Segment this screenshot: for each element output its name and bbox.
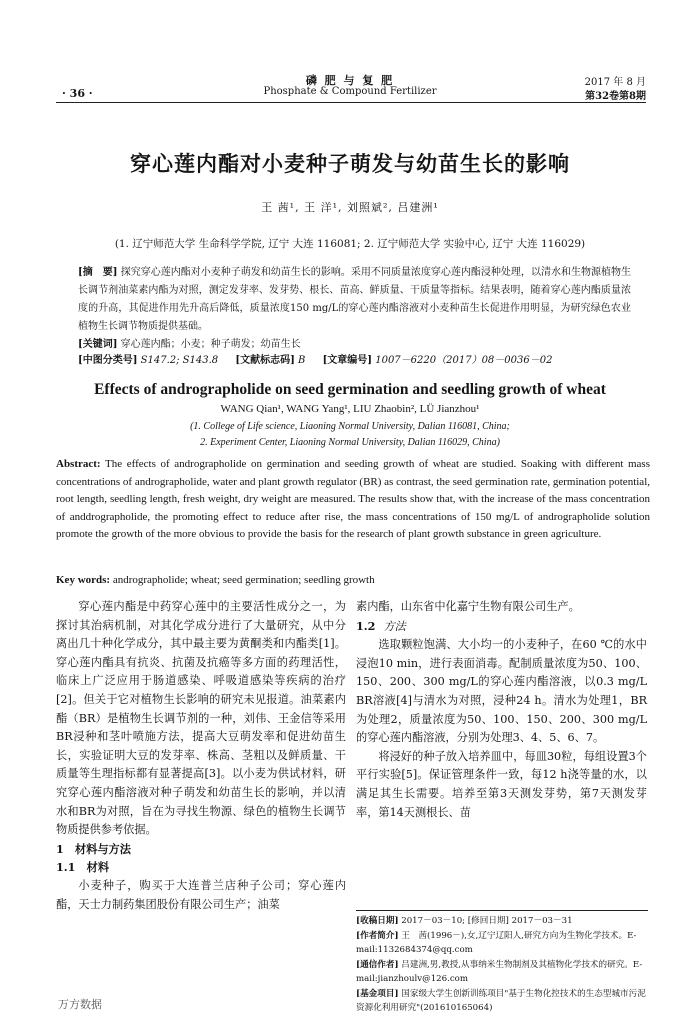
paper-title-en: Effects of andrographolide on seed germination and seedling growth of wheat bbox=[94, 381, 606, 398]
section-1-2-title: 方法 bbox=[383, 619, 406, 633]
article-id-label: [文章编号] bbox=[322, 355, 373, 366]
header-rule bbox=[56, 102, 646, 103]
abstract-en-label: Abstract: bbox=[56, 458, 101, 470]
footnotes bbox=[356, 914, 648, 1016]
footnote-label: [基金项目] bbox=[356, 988, 399, 999]
clc-value: S147.2; S143.8 bbox=[140, 355, 219, 366]
authors-en: WANG Qian¹, WANG Yang¹, LIU Zhaobin², LÜ Jianzhou¹ bbox=[220, 403, 480, 415]
section-1-heading: 1 材料与方法 bbox=[56, 841, 131, 856]
paper-title-zh: 穿心莲内酯对小麦种子萌发与幼苗生长的影响 bbox=[130, 151, 570, 176]
intro-paragraph: 穿心莲内酯是中药穿心莲中的主要活性成分之一，为探讨其治病机制，对其化学成分进行了大量研究，从中分离出几十种化学成分，其中最主要为黄酮类和内酯类[1]。穿心莲内酯具有抗炎、抗菌及抗癌等多方面的药理活性，临床上广泛应用于肠道感染、呼吸道感染等疾病的治疗[2]。但关于它对植物生长影响的研究未见报道。油菜素内酯（BR）是植物生长调节剂的一种，刘伟、王金信等采用BR浸种和茎叶喷施方法，提高大豆萌发率和促进幼苗生长，实验证明大豆的发芽率、株高、茎粗以及鲜质量、干质量等生理指标都有显著提高[3]。以小麦为供试材料，研究穿心莲内酯溶液对种子萌发和幼苗生长的影响，并以清水和BR为对照，旨在为寻找生物源、绿色的植物生长调节物质提供参考依据。 bbox=[56, 600, 346, 837]
keywords-zh-label: [关键词] bbox=[78, 339, 118, 350]
doc-code-value: B bbox=[298, 355, 306, 366]
affiliation-en-line-2: 2. Experiment Center, Liaoning Normal University, Dalian 116029, China) bbox=[200, 437, 500, 448]
journal-title-zh: 磷 肥 与 复 肥 bbox=[305, 74, 395, 87]
body-left-column bbox=[56, 598, 346, 914]
footnote-label: [作者简介] bbox=[356, 930, 399, 941]
clc-label: [中图分类号] bbox=[78, 355, 138, 366]
authors-zh: 王 茜¹, 王 洋¹, 刘照斌², 吕建洲¹ bbox=[261, 201, 439, 214]
materials-paragraph: 小麦种子，购买于大连普兰店种子公司；穿心莲内酯，天士力制药集团股份有限公司生产；油菜 bbox=[56, 878, 346, 911]
footnote-text: 2017－03－10; [修回日期] 2017－03－31 bbox=[401, 916, 573, 926]
abstract-zh-label: [摘 要] bbox=[78, 267, 118, 278]
methods-paragraph-2: 将浸好的种子放入培养皿中，每皿30粒，每组设置3个平行实验[5]。保证管理条件一致，每12 h浇等量的水，以满足其生长需要。培养至第3天测发芽势，第7天测发芽率，第14天测根长、苗 bbox=[356, 749, 647, 819]
article-id-value: 1007－6220（2017）08－0036－02 bbox=[375, 355, 553, 366]
footnote-label: [通信作者] bbox=[356, 959, 399, 970]
footnote-text: 国家级大学生创新训练项目"基于生物化控技术的生态型城市污泥资源化利用研究"(201610165064) bbox=[356, 988, 646, 1013]
journal-title-en: Phosphate & Compound Fertilizer bbox=[263, 86, 437, 97]
keywords-zh-text: 穿心莲内酯；小麦；种子萌发；幼苗生长 bbox=[120, 339, 301, 350]
watermark-text: 万方数据 bbox=[58, 998, 102, 1011]
issue-date: 2017 年 8 月 bbox=[584, 77, 646, 88]
footnote-rule bbox=[356, 910, 648, 911]
keywords-en bbox=[56, 574, 650, 586]
affiliation-en-line-1: (1. College of Life science, Liaoning Normal University, Dalian 116081, China; bbox=[190, 421, 510, 432]
footnote-corresponding bbox=[356, 958, 648, 987]
footnote-received bbox=[356, 914, 648, 929]
section-1-2-heading bbox=[356, 617, 647, 637]
abstract-en bbox=[56, 456, 650, 544]
keywords-en-text: andrographolide; wheat; seed germination; seedling growth bbox=[112, 574, 375, 586]
footnote-funding bbox=[356, 987, 648, 1016]
classification-line bbox=[78, 352, 631, 370]
footnote-author bbox=[356, 929, 648, 958]
issue-volume: 第32卷第8期 bbox=[585, 91, 646, 102]
keywords-en-label: Key words: bbox=[56, 574, 111, 586]
section-1-2-number: 1.2 bbox=[356, 618, 376, 633]
footnote-text: 吕建洲,男,教授,从事纳米生物制剂及其植物化学技术的研究。E-mail:jianzhoulv@126.com bbox=[356, 959, 643, 984]
methods-paragraph-1: 选取颗粒饱满、大小均一的小麦种子，在60 ℃的水中浸泡10 min，进行表面消毒。配制质量浓度为50、100、150、200、300 mg/L的穿心莲内酯溶液，以0.3 mg/L BR溶液[4]与清水为对照，浸种24 h。清水为处理1，BR为处理2，质量浓度为50、100、150、200、300 mg/L的穿心莲内酯溶液，分别为处理3、4、5、6、7。 bbox=[356, 638, 647, 745]
abstract-en-text: The effects of andrographolide on germination and seeding growth of wheat are studied. Soaking with different mass concentrations of andrographolide, water and plant growth regulator (BR) as contrast, the seed germination rate, germination potential, root length, seedling length, fresh weight, dry weight are measured. The results show that, with the increase of the mass concentration of anddrographolide, the promoting effect to reduce after rise, the mass concentrations of 150 mg/L of andrographolide solution promote the growth of the more obvious to provide the basis for the research of plant growth substance in green agriculture. bbox=[56, 458, 650, 541]
doc-code-label: [文献标志码] bbox=[235, 355, 295, 366]
affiliation-zh: (1. 辽宁师范大学 生命科学学院, 辽宁 大连 116081; 2. 辽宁师范大学 实验中心, 辽宁 大连 116029) bbox=[114, 238, 586, 250]
footnote-label: [收稿日期] bbox=[356, 916, 399, 926]
materials-continued: 素内酯，山东省中化嘉宁生物有限公司生产。 bbox=[356, 600, 580, 613]
footnote-text: 王 茜(1996－),女,辽宁辽阳人,研究方向为生物化学技术。E-mail:1132684374@qq.com bbox=[356, 930, 637, 955]
abstract-zh bbox=[78, 264, 631, 336]
page-number: · 36 · bbox=[62, 87, 93, 100]
section-1-1-heading: 1.1 材料 bbox=[56, 860, 110, 875]
body-right-column bbox=[356, 598, 647, 822]
abstract-zh-text: 探究穿心莲内酯对小麦种子萌发和幼苗生长的影响。采用不同质量浓度穿心莲内酯浸种处理，以清水和生物源植物生长调节剂油菜素内酯为对照，测定发芽率、发芽势、根长、苗高、鲜质量、干质量等指标。结果表明，随着穿心莲内酯质量浓度的升高，其促进作用先升高后降低，质量浓度150 mg/L的穿心莲内酯溶液对小麦种苗生长促进作用明显，为研究绿色农业植物生长调节物质提供基础。 bbox=[78, 267, 631, 332]
